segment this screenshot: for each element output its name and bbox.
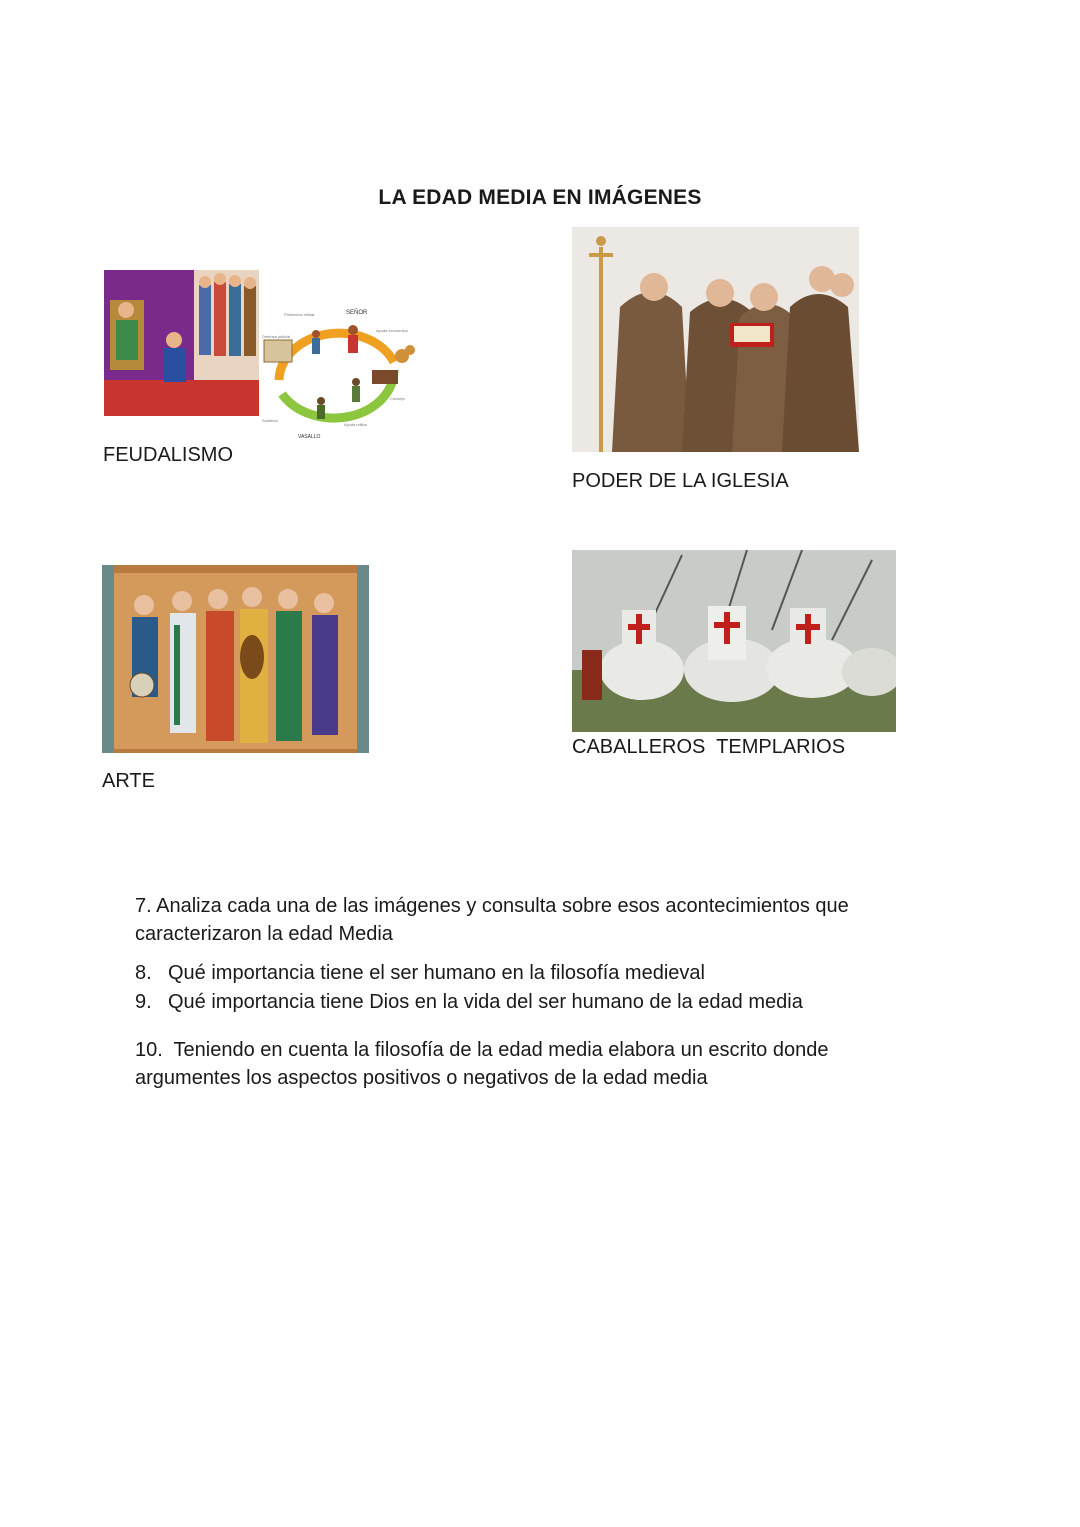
diagram-label-proteccion: Protección militar [284, 312, 315, 317]
question-7: 7. Analiza cada una de las imágenes y consulta sobre esos acontecimientos que caracterizaron la edad Media [135, 895, 849, 945]
caption-iglesia: PODER DE LA IGLESIA [572, 470, 789, 492]
question-8-number: 8. [135, 962, 152, 984]
diagram-label-ayuda-economica: Ayuda económica [376, 328, 408, 333]
diagram-label-ayuda-militar: Ayuda militar [344, 422, 368, 427]
question-8-text: Qué importancia tiene el ser humano en la filosofía medieval [168, 962, 705, 984]
question-9 [135, 988, 935, 1016]
diagram-label-sustento: Sustento [262, 418, 278, 423]
diagram-label-defensa: Defensa judicial [262, 334, 291, 339]
art-image [102, 565, 369, 753]
question-8 [135, 959, 935, 987]
question-10: 10. Teniendo en cuenta la filosofía de la edad media elabora un escrito donde argumentes los aspectos positivos o negativos de la edad media [135, 1039, 835, 1089]
diagram-label-senor: SEÑOR [346, 310, 368, 316]
question-9-number: 9. [135, 991, 152, 1013]
page-title: LA EDAD MEDIA EN IMÁGENES [378, 186, 702, 209]
question-9-text: Qué importancia tiene Dios en la vida del ser humano de la edad media [168, 991, 803, 1013]
feudalism-image [104, 270, 420, 442]
church-power-image [572, 227, 859, 452]
caption-feudalismo: FEUDALISMO [103, 444, 234, 466]
templars-image [572, 550, 896, 732]
caption-arte: ARTE [102, 770, 155, 792]
diagram-label-consejo: Consejo [390, 396, 405, 401]
diagram-label-vasallo: VASALLO [298, 434, 321, 440]
caption-templarios: CABALLEROS TEMPLARIOS [572, 736, 846, 758]
